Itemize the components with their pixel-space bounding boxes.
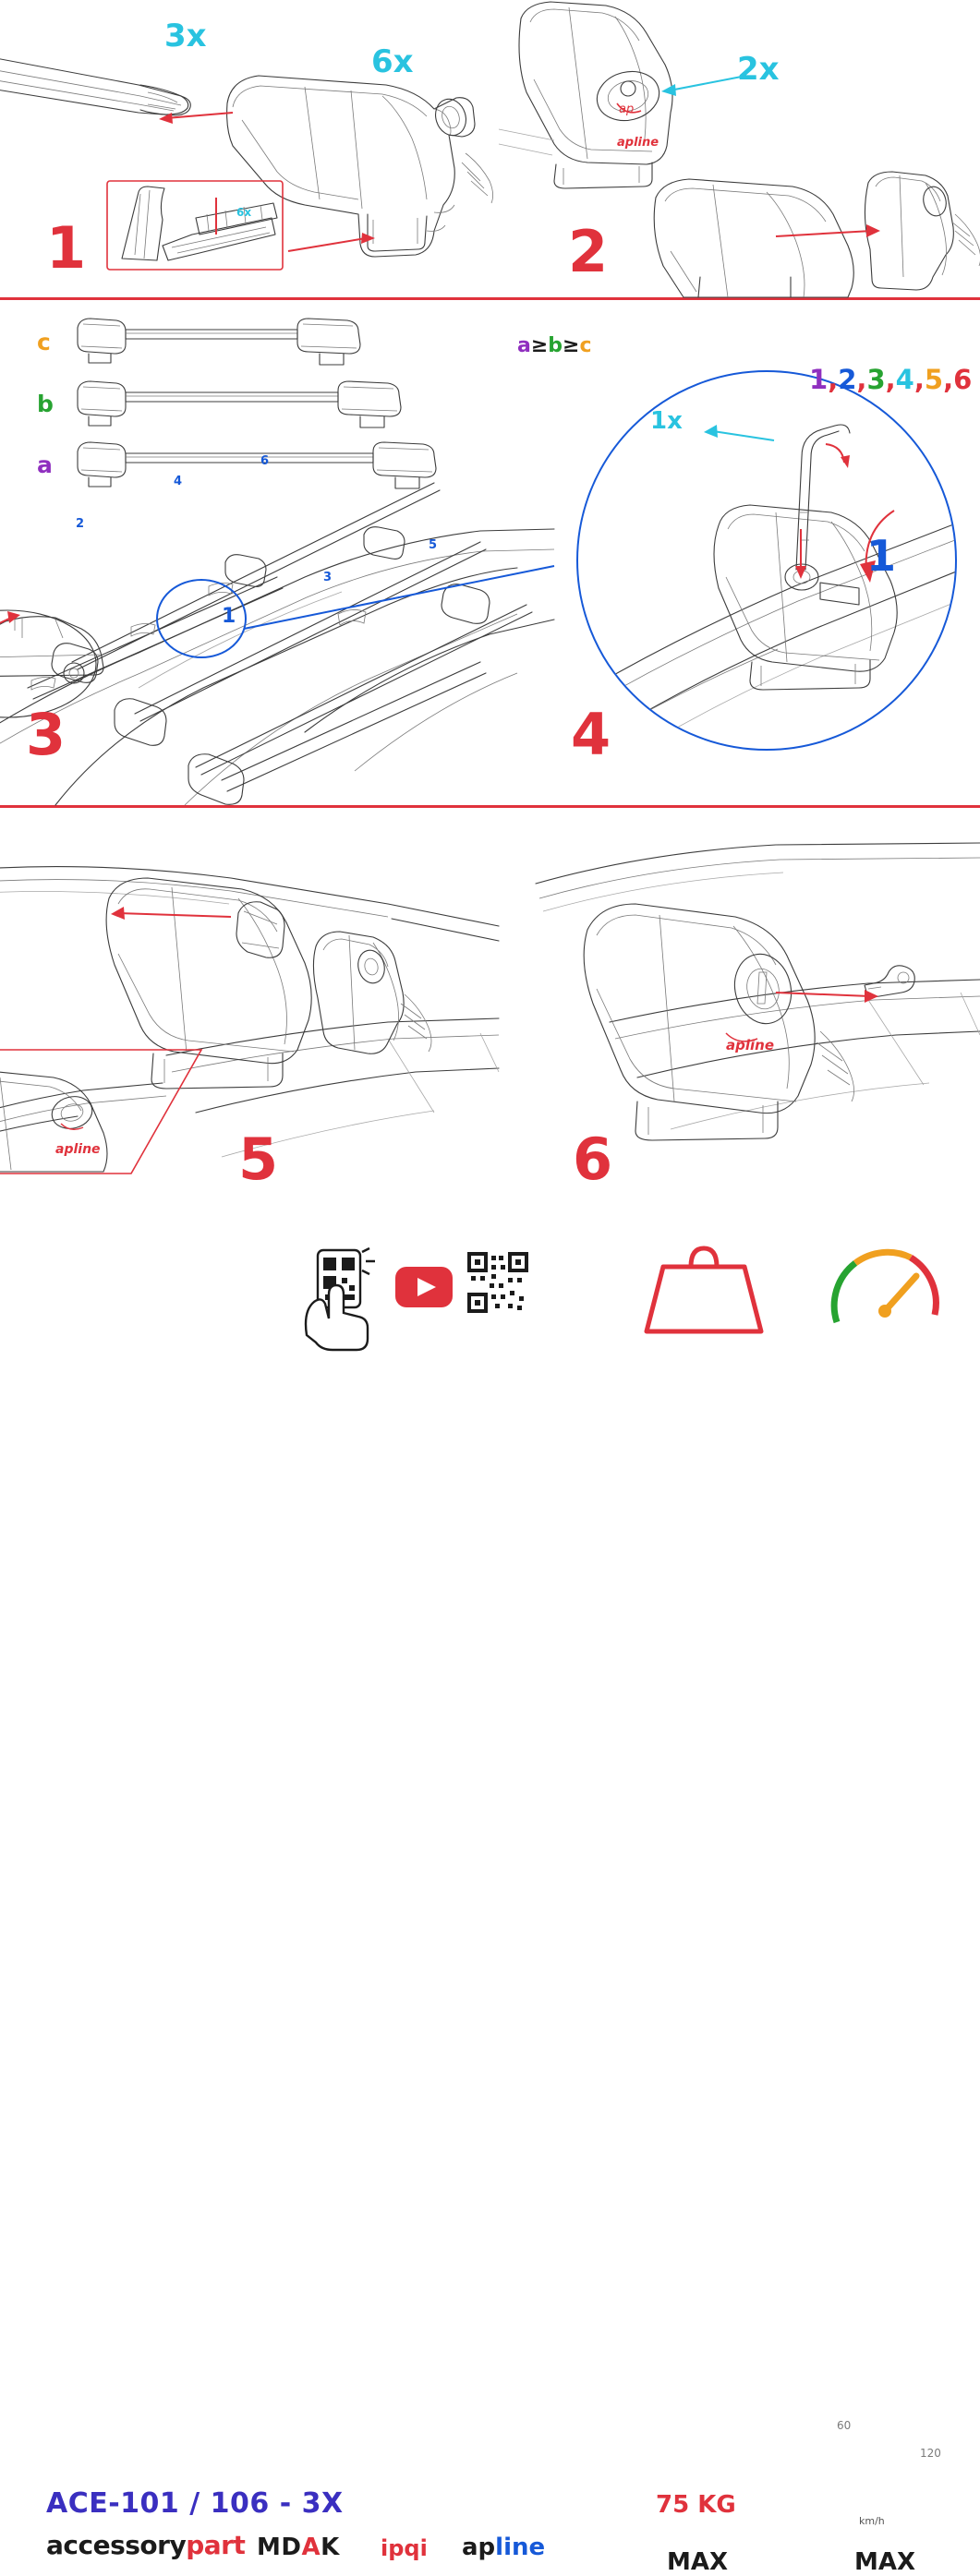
tightening-sequence-label: 1,2,3,4,5,6 [809,364,973,395]
svg-text:apline: apline [55,1142,101,1157]
footer-graphics [0,1219,980,1385]
panel-step-6 [499,808,980,1219]
weight-limit-value: 75 KG [656,2491,736,2519]
step-number-2: 2 [568,218,608,285]
speed-limit-max-label: MAX [854,2548,916,2576]
brand-mdak [257,2534,340,2561]
brand-apline [462,2534,545,2561]
youtube-icon [395,1267,453,1307]
point-label-6: 6 [260,454,270,468]
brand-ipqi: ipqi [381,2535,428,2561]
foot-lock-detail-drawing [499,2,672,188]
point-label-4: 4 [174,475,183,488]
brand-mdak-part-c: K [321,2534,340,2561]
roof-bar-drawing [0,57,190,115]
svg-text:6x: 6x [236,206,252,219]
panel-step-2 [499,0,980,297]
step-number-4: 4 [571,701,611,768]
bar-variant-a [78,442,436,488]
svg-text:apline: apline [617,136,659,150]
qr-scan-icon [306,1248,375,1350]
detail-magnifier-circle [577,371,956,750]
qty-label-6x: 6x [371,43,414,80]
bar-and-rail-5 [0,867,499,1157]
brand-mdak-part-a: MD [257,2534,302,2561]
panel-step-4 [554,300,980,805]
clamp-foot-drawing [227,76,493,257]
qty-label-1x: 1x [650,407,683,435]
step-number-3: 3 [26,701,66,768]
svg-text:apline: apline [726,1037,774,1053]
svg-text:ap: ap [619,102,635,116]
arrow-inset-to-foot [288,238,366,251]
step-number-6: 6 [573,1125,612,1193]
brand-mdak-part-b: A [301,2534,321,2561]
weight-limit-icon [647,1248,761,1331]
foot-body-5 [106,878,431,1089]
weight-limit-max-label: MAX [667,2548,729,2576]
panel-step-3 [0,300,554,805]
step-3-illustration [0,300,554,805]
size-inequality-label: a≥b≥c [517,334,592,357]
speed-limit-icon [834,1252,936,1322]
inset-rubber-strip-drawing [122,187,277,260]
point-label-1-highlight: 1 [222,605,236,628]
qty-label-2x: 2x [737,51,780,88]
bar-size-label-a: a [37,451,53,478]
brand-apline-part-a: ap [462,2534,496,2561]
foot-body-6 [584,904,853,1140]
key-drawing [865,966,914,998]
qr-code-icon [467,1252,528,1313]
footer [0,1219,980,2576]
brand-accessorypart-part-a: accessory [46,2530,187,2560]
step-number-5: 5 [238,1125,278,1193]
inset-box-5 [0,1050,201,1174]
arrow-cap-insert [776,231,872,236]
panel-step-5 [0,808,499,1219]
brand-accessorypart [46,2530,245,2560]
bar-variant-b [78,381,401,427]
arrow-lock-callout [670,76,746,90]
step-6-illustration [499,808,980,1219]
arrow-key-quantity [713,431,774,440]
speed-tick-120: 120 [920,2447,941,2460]
product-code-label: ACE-101 / 106 - 3X [46,2487,344,2520]
detail-callout-number-1: 1 [866,531,897,581]
qty-label-3x: 3x [164,18,207,54]
panel-step-1 [0,0,499,297]
speed-limit-unit: km/h [859,2515,885,2527]
point-label-2: 2 [76,517,85,531]
bar-and-rail-6 [536,843,980,1129]
point-label-3: 3 [323,571,333,584]
point-label-5: 5 [429,538,438,552]
speed-tick-60: 60 [837,2419,852,2432]
brand-apline-part-b: line [495,2534,546,2561]
arrow-lock-to-key [776,993,870,996]
brand-accessorypart-part-b: part [186,2530,246,2560]
bar-variant-c [78,319,360,365]
bar-size-label-b: b [37,391,54,417]
inset-detail-box [107,181,283,270]
step-number-1: 1 [46,214,86,282]
arrow-to-detail-4 [244,566,554,629]
bar-size-label-c: c [37,329,51,355]
